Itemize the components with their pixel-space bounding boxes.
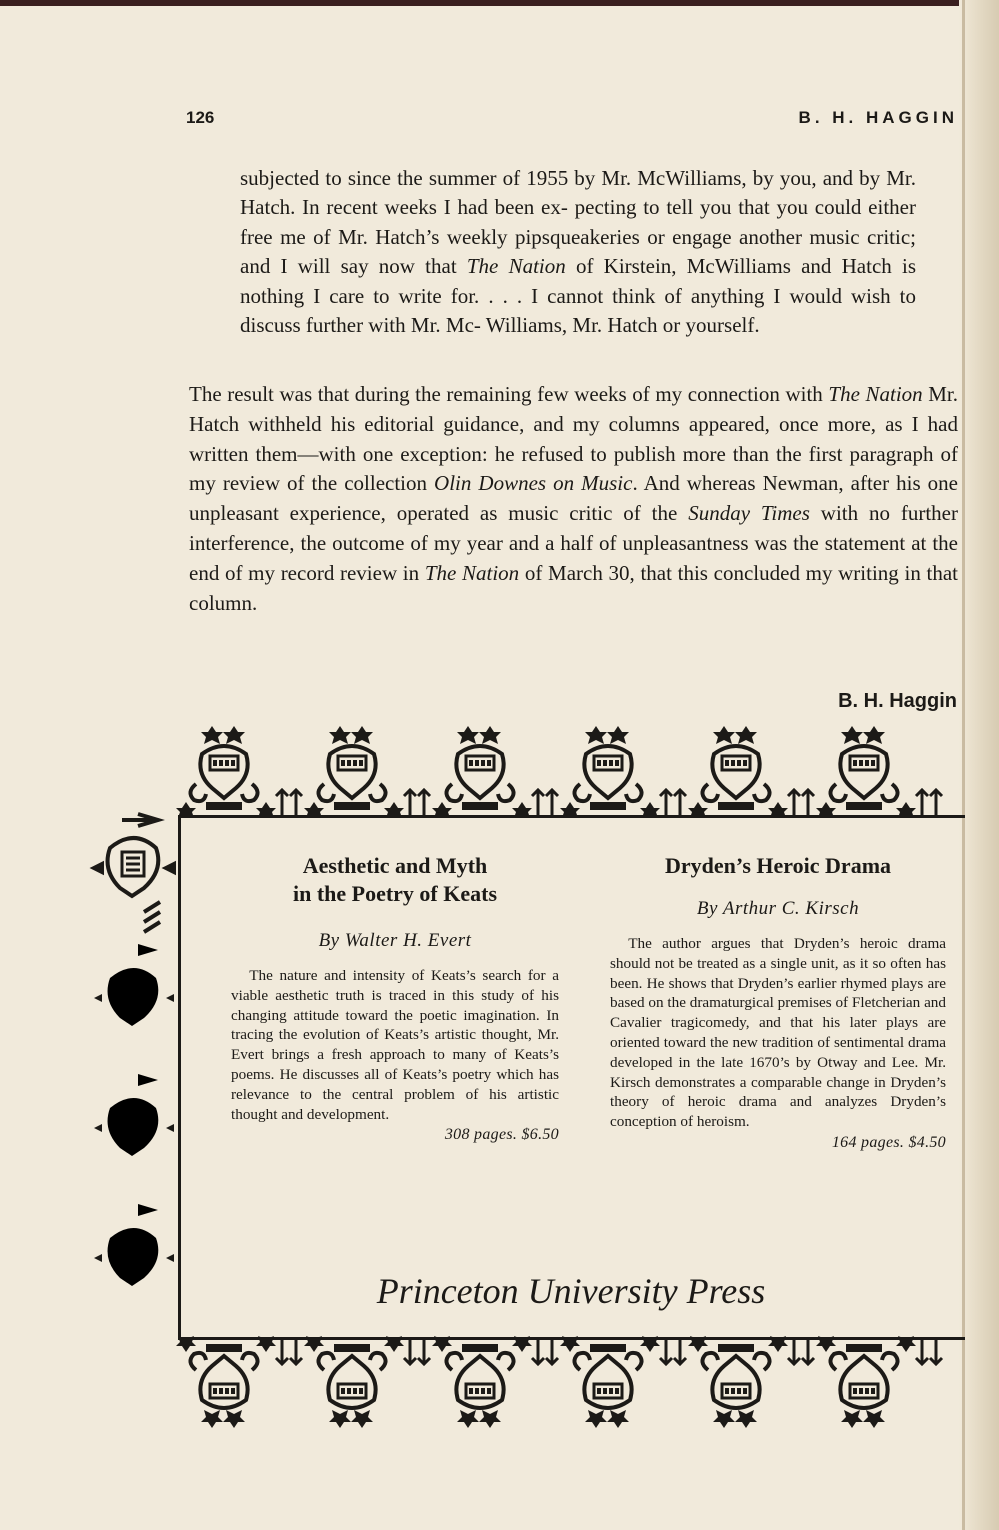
page-top-edge xyxy=(0,0,999,6)
quote-paragraph: subjected to since the summer of 1955 by Mr. McWilliams, by you, and by Mr. Hatch. In recent weeks I had been ex- pecting to tell you that you could either free me of Mr. Hatch’s weekly pipsqueakeries or engage another music critic; and I will say now that The Nation of Kirstein, McWilliams and Hatch is nothing I care to write for. . . . I cannot think of anything I would wish to discuss further with Mr. Mc- Williams, Mr. Hatch or yourself. xyxy=(240,166,917,338)
book-price: 164 pages. $4.50 xyxy=(831,1133,946,1151)
running-head-author: B. H. HAGGIN xyxy=(798,108,958,127)
ornamental-border-left xyxy=(88,804,180,1344)
book-title: Aesthetic and Myth in the Poetry of Keats xyxy=(292,853,498,906)
running-head xyxy=(186,108,958,134)
book-title: Dryden’s Heroic Drama xyxy=(664,853,892,878)
ornamental-border-bottom xyxy=(172,1332,962,1436)
book-author: By Arthur C. Kirsch xyxy=(696,898,860,919)
body-paragraph: The result was that during the remaining few weeks of my connection with The Nation Mr. Hatch withheld his editorial guidance, and my columns appeared, once more, as I had written them—with one exception: he refused to publish more than the first paragraph of my review of the collection Olin Downes on Music. And whereas Newman, after his one unpleasant experience, operated as music critic of the Sunday Times with no further interference, the outcome of my year and a half of unpleasantness was the statement at the end of my record review in The Nation of March 30, that this concluded my writing in that column. xyxy=(189,382,958,615)
publisher-name: Princeton University Press xyxy=(376,1271,766,1311)
book-description: The author argues that Dryden’s heroic drama should not be treated as a single unit, as it so often has been. He shows that Dryden’s earlier rhymed plays are based on the dramaturgical premises of Fletcherian and Cavalier tragicomedy, and that his later plays are oriented toward the new tradition of sentimental drama developed in the late 1670’s by Otway and Lee. Mr. Kirsch demonstrates a comparable change in Dryden’s theory of heroic drama and analyzes Dryden’s conception of heroism. xyxy=(610,935,946,1131)
book-ad-keats xyxy=(231,852,559,1144)
book-author: By Walter H. Evert xyxy=(318,930,472,951)
book-description: The nature and intensity of Keats’s search for a viable aesthetic truth is traced in this study of his changing attitude toward the poetic imagination. In tracing the evolution of Keats’s artistic thought, Mr. Evert brings a fresh approach to many of Keats’s poems. He discusses all of Keats’s poetry which has relevance to the central problem of his artistic thought and development. xyxy=(231,967,559,1123)
page-gutter-shadow xyxy=(959,0,999,1530)
author-signature: B. H. Haggin xyxy=(838,690,957,712)
ornamental-border-top xyxy=(172,718,962,822)
book-price: 308 pages. $6.50 xyxy=(444,1126,559,1144)
book-ad-dryden xyxy=(610,852,946,1152)
page-number: 126 xyxy=(186,108,215,127)
letter-quote xyxy=(240,164,916,340)
